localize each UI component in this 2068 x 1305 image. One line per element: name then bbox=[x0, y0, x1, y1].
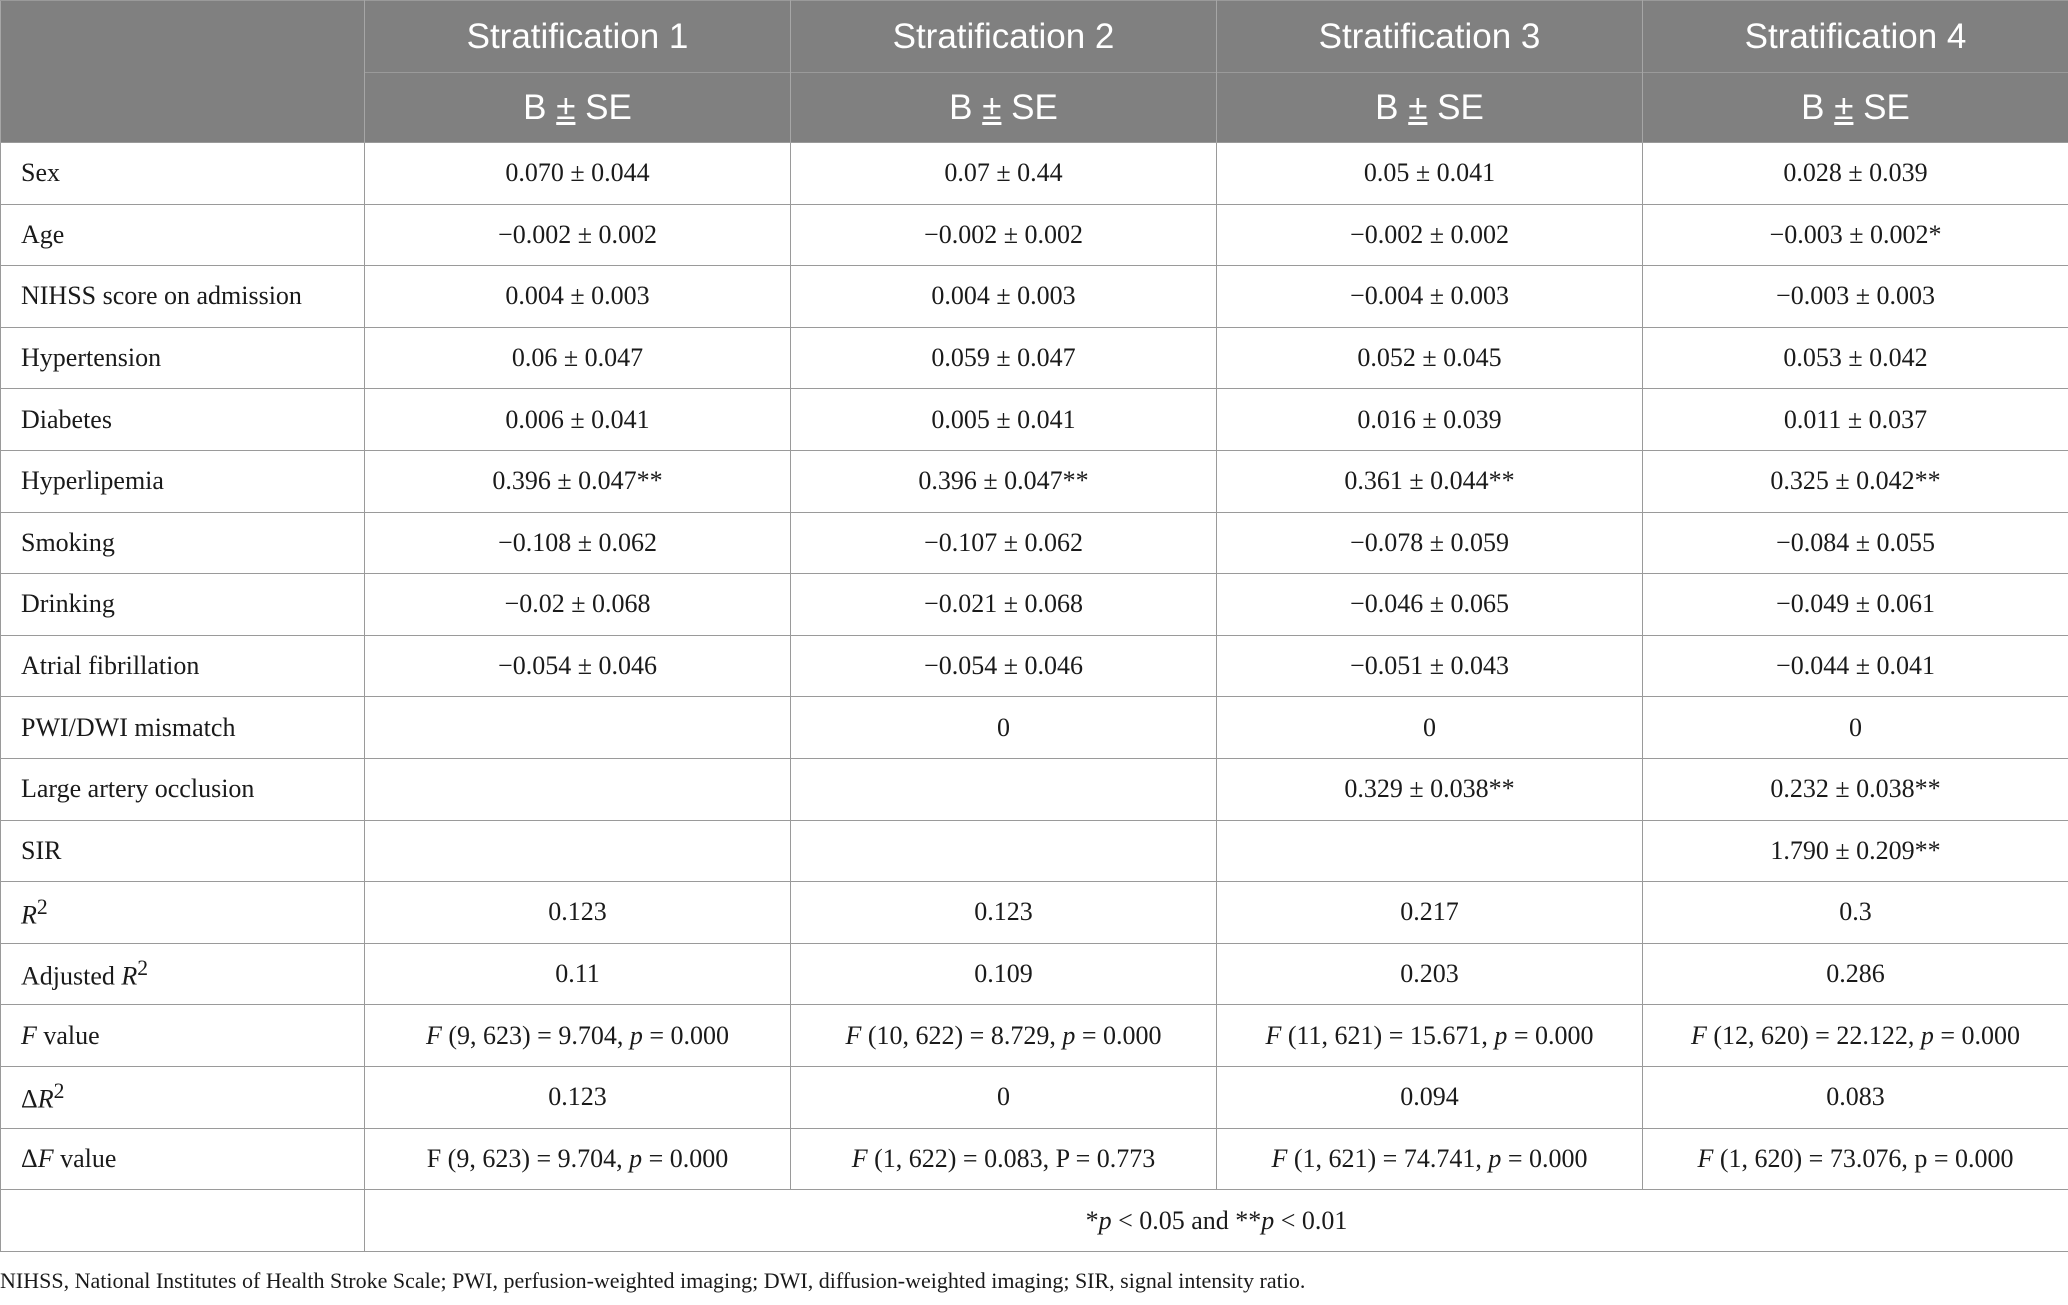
r-symbol: R bbox=[21, 900, 37, 930]
table-cell: 0.05 ± 0.041 bbox=[1217, 143, 1643, 205]
header-row-stratification bbox=[1, 1, 2068, 73]
p-symbol: p bbox=[1920, 1020, 1934, 1050]
table-cell: 0.094 bbox=[1217, 1066, 1643, 1128]
f-symbol: F bbox=[1690, 1020, 1707, 1050]
subheader-text: B ± SE bbox=[1801, 87, 1910, 127]
table-cell bbox=[365, 820, 791, 882]
superscript: 2 bbox=[137, 956, 149, 981]
label-suffix: value bbox=[36, 1020, 100, 1050]
header-stratification-2: Stratification 2 bbox=[791, 1, 1217, 73]
table-cell bbox=[791, 1005, 1217, 1067]
table-row bbox=[1, 820, 2068, 882]
f-stat: (11, 621) = 15.671, bbox=[1281, 1020, 1495, 1050]
table-cell: 0.109 bbox=[791, 943, 1217, 1005]
table-footnote: NIHSS, National Institutes of Health Stroke Scale; PWI, perfusion-weighted imaging; DWI, diffusion-weighted imaging; SIR, signal intensity ratio. bbox=[0, 1268, 1306, 1293]
table-cell: −0.02 ± 0.068 bbox=[365, 574, 791, 636]
subheader-text: B ± SE bbox=[1375, 87, 1484, 127]
p-symbol: p bbox=[1488, 1143, 1502, 1173]
table-row bbox=[1, 327, 2068, 389]
table-cell: 0.083 bbox=[1643, 1066, 2068, 1128]
delta-symbol: Δ bbox=[21, 1085, 38, 1115]
p-symbol: P bbox=[1055, 1143, 1070, 1173]
f-symbol: F bbox=[1697, 1143, 1714, 1173]
table-cell bbox=[1643, 1005, 2068, 1067]
table-cell bbox=[365, 1128, 791, 1190]
p-symbol: p bbox=[629, 1020, 643, 1050]
table-cell: 0.028 ± 0.039 bbox=[1643, 143, 2068, 205]
table-cell: −0.054 ± 0.046 bbox=[791, 635, 1217, 697]
table-cell: 0.123 bbox=[365, 882, 791, 944]
table-cell: −0.078 ± 0.059 bbox=[1217, 512, 1643, 574]
table-cell: 0.07 ± 0.44 bbox=[791, 143, 1217, 205]
subheader-b-se-4 bbox=[1643, 73, 2068, 143]
row-label-r-squared bbox=[1, 882, 365, 944]
table-cell: 0 bbox=[1643, 697, 2068, 759]
p-symbol: p bbox=[1494, 1020, 1508, 1050]
f-symbol: F bbox=[21, 1020, 37, 1050]
f-symbol: F bbox=[1271, 1143, 1288, 1173]
p-value: = 0.773 bbox=[1069, 1143, 1156, 1173]
table-cell: 0.232 ± 0.038** bbox=[1643, 758, 2068, 820]
p-value: = 0.000 bbox=[1933, 1020, 2021, 1050]
table-cell bbox=[791, 820, 1217, 882]
note-part: < 0.05 and ** bbox=[1111, 1205, 1262, 1235]
row-label-delta-f-value bbox=[1, 1128, 365, 1190]
plus-minus-glyph: ± bbox=[1408, 87, 1428, 127]
table-cell: 0.325 ± 0.042** bbox=[1643, 450, 2068, 512]
table-cell: 0.006 ± 0.041 bbox=[365, 389, 791, 451]
row-label: Age bbox=[1, 204, 365, 266]
subheader-b-se-2 bbox=[791, 73, 1217, 143]
header-stratification-4: Stratification 4 bbox=[1643, 1, 2068, 73]
row-label: NIHSS score on admission bbox=[1, 266, 365, 328]
table-row bbox=[1, 512, 2068, 574]
f-stat: (9, 623) = 9.704, bbox=[441, 1020, 630, 1050]
row-label-adjusted-r-squared bbox=[1, 943, 365, 1005]
f-stat: (10, 622) = 8.729, bbox=[861, 1020, 1063, 1050]
p-value: = 0.000 bbox=[642, 1020, 730, 1050]
subheader-b-se-1 bbox=[365, 73, 791, 143]
table-cell bbox=[791, 758, 1217, 820]
table-cell: −0.021 ± 0.068 bbox=[791, 574, 1217, 636]
table-row bbox=[1, 266, 2068, 328]
table-cell bbox=[365, 758, 791, 820]
table-cell: 0.11 bbox=[365, 943, 791, 1005]
table-cell: −0.046 ± 0.065 bbox=[1217, 574, 1643, 636]
f-stat: (1, 620) = 73.076, bbox=[1713, 1143, 1915, 1173]
f-stat: (1, 622) = 0.083, bbox=[867, 1143, 1056, 1173]
table-cell: 0.005 ± 0.041 bbox=[791, 389, 1217, 451]
table-cell: 0.286 bbox=[1643, 943, 2068, 1005]
row-label: Hyperlipemia bbox=[1, 450, 365, 512]
f-stat: (1, 621) = 74.741, bbox=[1287, 1143, 1489, 1173]
table-cell bbox=[365, 697, 791, 759]
table-cell: 0.396 ± 0.047** bbox=[791, 450, 1217, 512]
table-cell: 0.059 ± 0.047 bbox=[791, 327, 1217, 389]
table-cell: −0.084 ± 0.055 bbox=[1643, 512, 2068, 574]
table-body bbox=[1, 143, 2068, 1252]
r-symbol: R bbox=[121, 961, 138, 991]
table-row bbox=[1, 389, 2068, 451]
f-symbol: F bbox=[845, 1020, 862, 1050]
header-corner-cell bbox=[1, 1, 365, 143]
f-symbol: F bbox=[425, 1020, 442, 1050]
table-cell: −0.002 ± 0.002 bbox=[791, 204, 1217, 266]
header-stratification-1: Stratification 1 bbox=[365, 1, 791, 73]
f-symbol: F bbox=[37, 1143, 54, 1173]
table-row bbox=[1, 574, 2068, 636]
table-cell: −0.003 ± 0.002* bbox=[1643, 204, 2068, 266]
table-row bbox=[1, 143, 2068, 205]
table-cell bbox=[1217, 1128, 1643, 1190]
table-cell: 0.217 bbox=[1217, 882, 1643, 944]
empty-cell bbox=[1, 1190, 365, 1252]
table-cell: −0.002 ± 0.002 bbox=[365, 204, 791, 266]
table-cell: 0.123 bbox=[365, 1066, 791, 1128]
delta-symbol: Δ bbox=[21, 1143, 38, 1173]
table-row bbox=[1, 635, 2068, 697]
table-row-significance-note bbox=[1, 1190, 2068, 1252]
table-cell bbox=[1217, 1005, 1643, 1067]
table-cell: 0 bbox=[791, 1066, 1217, 1128]
table-cell: −0.003 ± 0.003 bbox=[1643, 266, 2068, 328]
table-cell: −0.051 ± 0.043 bbox=[1217, 635, 1643, 697]
table-row-f-value bbox=[1, 1005, 2068, 1067]
table-cell: 0.052 ± 0.045 bbox=[1217, 327, 1643, 389]
subheader-b-se-3 bbox=[1217, 73, 1643, 143]
r-symbol: R bbox=[37, 1085, 54, 1115]
table-cell: 0.004 ± 0.003 bbox=[365, 266, 791, 328]
label-suffix: value bbox=[53, 1143, 117, 1173]
table-cell: 0.361 ± 0.044** bbox=[1217, 450, 1643, 512]
f-stat: (12, 620) = 22.122, bbox=[1706, 1020, 1921, 1050]
table-cell: 1.790 ± 0.209** bbox=[1643, 820, 2068, 882]
table-cell: 0.016 ± 0.039 bbox=[1217, 389, 1643, 451]
table-row bbox=[1, 204, 2068, 266]
table-cell bbox=[1217, 820, 1643, 882]
row-label: PWI/DWI mismatch bbox=[1, 697, 365, 759]
superscript: 2 bbox=[36, 894, 48, 919]
p-symbol: p bbox=[1261, 1205, 1275, 1235]
superscript: 2 bbox=[53, 1079, 65, 1104]
row-label: SIR bbox=[1, 820, 365, 882]
table-row-delta-f-value bbox=[1, 1128, 2068, 1190]
table-row-r-squared bbox=[1, 882, 2068, 944]
row-label-delta-r-squared bbox=[1, 1066, 365, 1128]
row-label: Hypertension bbox=[1, 327, 365, 389]
table-cell: 0.053 ± 0.042 bbox=[1643, 327, 2068, 389]
table-cell: 0.06 ± 0.047 bbox=[365, 327, 791, 389]
table-row bbox=[1, 450, 2068, 512]
table-cell: 0 bbox=[791, 697, 1217, 759]
row-label: Drinking bbox=[1, 574, 365, 636]
p-value: = 0.000 bbox=[1927, 1143, 2014, 1173]
table-cell: 0.004 ± 0.003 bbox=[791, 266, 1217, 328]
row-label: Sex bbox=[1, 143, 365, 205]
p-symbol: p bbox=[629, 1143, 643, 1173]
row-label-f-value bbox=[1, 1005, 365, 1067]
table-header bbox=[1, 1, 2068, 143]
p-symbol: p bbox=[1062, 1020, 1076, 1050]
note-part: * bbox=[1085, 1205, 1099, 1235]
table-row bbox=[1, 758, 2068, 820]
row-label: Diabetes bbox=[1, 389, 365, 451]
table-cell: −0.044 ± 0.041 bbox=[1643, 635, 2068, 697]
significance-note bbox=[365, 1190, 2068, 1252]
table-cell: 0.396 ± 0.047** bbox=[365, 450, 791, 512]
table-cell: 0 bbox=[1217, 697, 1643, 759]
p-value: = 0.000 bbox=[1075, 1020, 1162, 1050]
plus-minus-glyph: ± bbox=[556, 87, 576, 127]
subheader-text: B ± SE bbox=[949, 87, 1058, 127]
table-cell bbox=[1643, 1128, 2068, 1190]
table-cell: 0.329 ± 0.038** bbox=[1217, 758, 1643, 820]
table-cell: −0.107 ± 0.062 bbox=[791, 512, 1217, 574]
header-stratification-3: Stratification 3 bbox=[1217, 1, 1643, 73]
label-prefix: Adjusted bbox=[21, 961, 122, 991]
f-symbol: F bbox=[851, 1143, 868, 1173]
table-row-delta-r-squared bbox=[1, 1066, 2068, 1128]
f-symbol: F bbox=[1265, 1020, 1282, 1050]
plus-minus-glyph: ± bbox=[1834, 87, 1854, 127]
row-label: Large artery occlusion bbox=[1, 758, 365, 820]
note-part: < 0.01 bbox=[1274, 1205, 1348, 1235]
p-value: = 0.000 bbox=[642, 1143, 729, 1173]
row-label: Atrial fibrillation bbox=[1, 635, 365, 697]
table-row-adjusted-r-squared bbox=[1, 943, 2068, 1005]
table-cell bbox=[791, 1128, 1217, 1190]
table-cell bbox=[365, 1005, 791, 1067]
table-row bbox=[1, 697, 2068, 759]
p-symbol: p bbox=[1098, 1205, 1112, 1235]
f-stat: (9, 623) = 9.704, bbox=[441, 1143, 630, 1173]
f-symbol: F bbox=[426, 1143, 442, 1173]
subheader-text: B ± SE bbox=[523, 87, 632, 127]
table-cell: −0.004 ± 0.003 bbox=[1217, 266, 1643, 328]
table-cell: 0.070 ± 0.044 bbox=[365, 143, 791, 205]
table-cell: 0.123 bbox=[791, 882, 1217, 944]
row-label: Smoking bbox=[1, 512, 365, 574]
table-cell: −0.002 ± 0.002 bbox=[1217, 204, 1643, 266]
table-cell: 0.203 bbox=[1217, 943, 1643, 1005]
p-value: = 0.000 bbox=[1507, 1020, 1594, 1050]
table-cell: 0.3 bbox=[1643, 882, 2068, 944]
table-cell: −0.054 ± 0.046 bbox=[365, 635, 791, 697]
table-cell: 0.011 ± 0.037 bbox=[1643, 389, 2068, 451]
p-value: = 0.000 bbox=[1501, 1143, 1588, 1173]
table-cell: −0.108 ± 0.062 bbox=[365, 512, 791, 574]
plus-minus-glyph: ± bbox=[982, 87, 1002, 127]
p-symbol: p bbox=[1914, 1143, 1928, 1173]
table-cell: −0.049 ± 0.061 bbox=[1643, 574, 2068, 636]
